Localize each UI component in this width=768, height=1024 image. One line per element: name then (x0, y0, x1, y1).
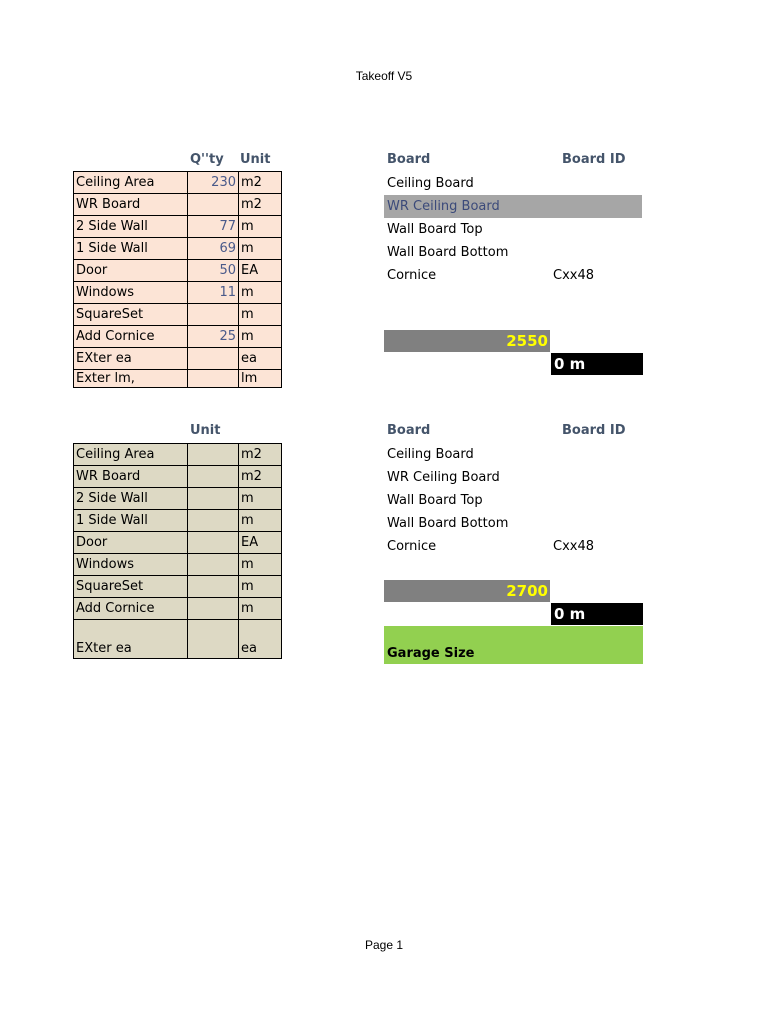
quantity-cell[interactable] (188, 620, 239, 659)
board-row[interactable] (384, 443, 642, 466)
unit-cell[interactable]: m (239, 304, 282, 326)
unit-cell[interactable]: m (239, 238, 282, 260)
table-row (74, 194, 282, 216)
page-title: Takeoff V5 (355, 69, 413, 83)
garage-size-label[interactable] (384, 626, 643, 664)
quantity-cell[interactable] (188, 488, 239, 510)
board-name: Wall Board Top (387, 493, 483, 508)
table-row (74, 598, 282, 620)
qty-column-header: Q''ty (190, 152, 224, 167)
item-name-cell[interactable]: Windows (74, 554, 188, 576)
board-list-1 (384, 172, 642, 287)
board-row[interactable] (384, 512, 642, 535)
item-name-cell[interactable]: SquareSet (74, 576, 188, 598)
unit-cell[interactable]: EA (239, 532, 282, 554)
table-row (74, 238, 282, 260)
item-name-cell[interactable]: Add Cornice (74, 326, 188, 348)
item-name-cell[interactable]: Door (74, 532, 188, 554)
item-name-cell[interactable]: Exter lm, (74, 370, 188, 388)
board-name: Wall Board Bottom (387, 516, 509, 531)
item-name-cell[interactable]: EXter ea (74, 620, 188, 659)
table-row (74, 466, 282, 488)
unit-cell[interactable]: m2 (239, 444, 282, 466)
table-row (74, 216, 282, 238)
board-id-column-header: Board ID (562, 152, 626, 167)
length-total-cell[interactable]: 0 m (551, 353, 643, 375)
board-name: Cornice (387, 539, 437, 554)
unit-cell[interactable]: m (239, 488, 282, 510)
table-row (74, 348, 282, 370)
table-row (74, 620, 282, 659)
unit-cell[interactable]: m (239, 554, 282, 576)
board-row[interactable] (384, 218, 642, 241)
item-name-cell[interactable]: Ceiling Area (74, 444, 188, 466)
takeoff-table-1 (73, 171, 282, 388)
table-row (74, 172, 282, 194)
garage-size-text: Garage Size (387, 646, 475, 661)
board-row-selected[interactable] (384, 195, 642, 218)
item-name-cell[interactable]: 1 Side Wall (74, 238, 188, 260)
table-row (74, 370, 282, 388)
unit-cell[interactable]: EA (239, 260, 282, 282)
board-list-2 (384, 443, 642, 558)
height-value-cell[interactable]: 2550 (384, 330, 550, 352)
board-id: Cxx48 (553, 268, 595, 283)
item-name-cell[interactable]: 2 Side Wall (74, 488, 188, 510)
board-id-column-header: Board ID (562, 423, 626, 438)
table-row (74, 444, 282, 466)
board-row[interactable] (384, 264, 642, 287)
quantity-cell[interactable] (188, 576, 239, 598)
item-name-cell[interactable]: WR Board (74, 466, 188, 488)
table-row (74, 260, 282, 282)
height-value-cell[interactable]: 2700 (384, 580, 550, 602)
quantity-cell[interactable] (188, 370, 239, 388)
board-name: Ceiling Board (387, 176, 474, 191)
unit-cell[interactable]: m (239, 598, 282, 620)
quantity-cell[interactable]: 11 (188, 282, 239, 304)
unit-cell[interactable]: m (239, 326, 282, 348)
board-row[interactable] (384, 466, 642, 489)
quantity-cell[interactable] (188, 348, 239, 370)
unit-column-header: Unit (240, 152, 271, 167)
table-row (74, 326, 282, 348)
table-row (74, 282, 282, 304)
quantity-cell[interactable] (188, 444, 239, 466)
board-column-header: Board (387, 152, 431, 167)
unit-cell[interactable]: lm (239, 370, 282, 388)
unit-cell[interactable]: m (239, 282, 282, 304)
unit-cell[interactable]: ea (239, 348, 282, 370)
unit-cell[interactable]: m2 (239, 194, 282, 216)
board-name: Wall Board Bottom (387, 245, 509, 260)
board-row[interactable] (384, 172, 642, 195)
board-name: WR Ceiling Board (387, 470, 500, 485)
quantity-cell[interactable] (188, 466, 239, 488)
page-number: Page 1 (364, 938, 404, 952)
table-row (74, 304, 282, 326)
takeoff-table-2 (73, 443, 282, 659)
board-row[interactable] (384, 535, 642, 558)
board-id: Cxx48 (553, 539, 595, 554)
quantity-cell[interactable]: 25 (188, 326, 239, 348)
quantity-cell[interactable] (188, 510, 239, 532)
board-column-header: Board (387, 423, 431, 438)
board-name: Ceiling Board (387, 447, 474, 462)
board-row[interactable] (384, 241, 642, 264)
table-row (74, 554, 282, 576)
board-name: Wall Board Top (387, 222, 483, 237)
unit-cell[interactable]: m (239, 216, 282, 238)
quantity-cell[interactable]: 77 (188, 216, 239, 238)
item-name-cell[interactable]: Ceiling Area (74, 172, 188, 194)
quantity-cell[interactable]: 69 (188, 238, 239, 260)
item-name-cell[interactable]: WR Board (74, 194, 188, 216)
unit-cell[interactable]: m2 (239, 172, 282, 194)
quantity-cell[interactable] (188, 304, 239, 326)
length-total-cell[interactable]: 0 m (551, 603, 643, 625)
board-name: WR Ceiling Board (387, 199, 500, 214)
item-name-cell[interactable]: Windows (74, 282, 188, 304)
item-name-cell[interactable]: EXter ea (74, 348, 188, 370)
board-name: Cornice (387, 268, 437, 283)
unit-cell[interactable]: m (239, 576, 282, 598)
quantity-cell[interactable] (188, 598, 239, 620)
table-row (74, 576, 282, 598)
quantity-cell[interactable]: 50 (188, 260, 239, 282)
item-name-cell[interactable]: 1 Side Wall (74, 510, 188, 532)
item-name-cell[interactable]: Add Cornice (74, 598, 188, 620)
item-name-cell[interactable]: 2 Side Wall (74, 216, 188, 238)
item-name-cell[interactable]: SquareSet (74, 304, 188, 326)
unit-cell[interactable]: m (239, 510, 282, 532)
table-row (74, 510, 282, 532)
quantity-cell[interactable]: 230 (188, 172, 239, 194)
quantity-cell[interactable] (188, 532, 239, 554)
quantity-cell[interactable] (188, 554, 239, 576)
table-row (74, 488, 282, 510)
board-row[interactable] (384, 489, 642, 512)
quantity-cell[interactable] (188, 194, 239, 216)
item-name-cell[interactable]: Door (74, 260, 188, 282)
unit-column-header: Unit (190, 423, 221, 438)
unit-cell[interactable]: ea (239, 620, 282, 659)
table-row (74, 532, 282, 554)
unit-cell[interactable]: m2 (239, 466, 282, 488)
